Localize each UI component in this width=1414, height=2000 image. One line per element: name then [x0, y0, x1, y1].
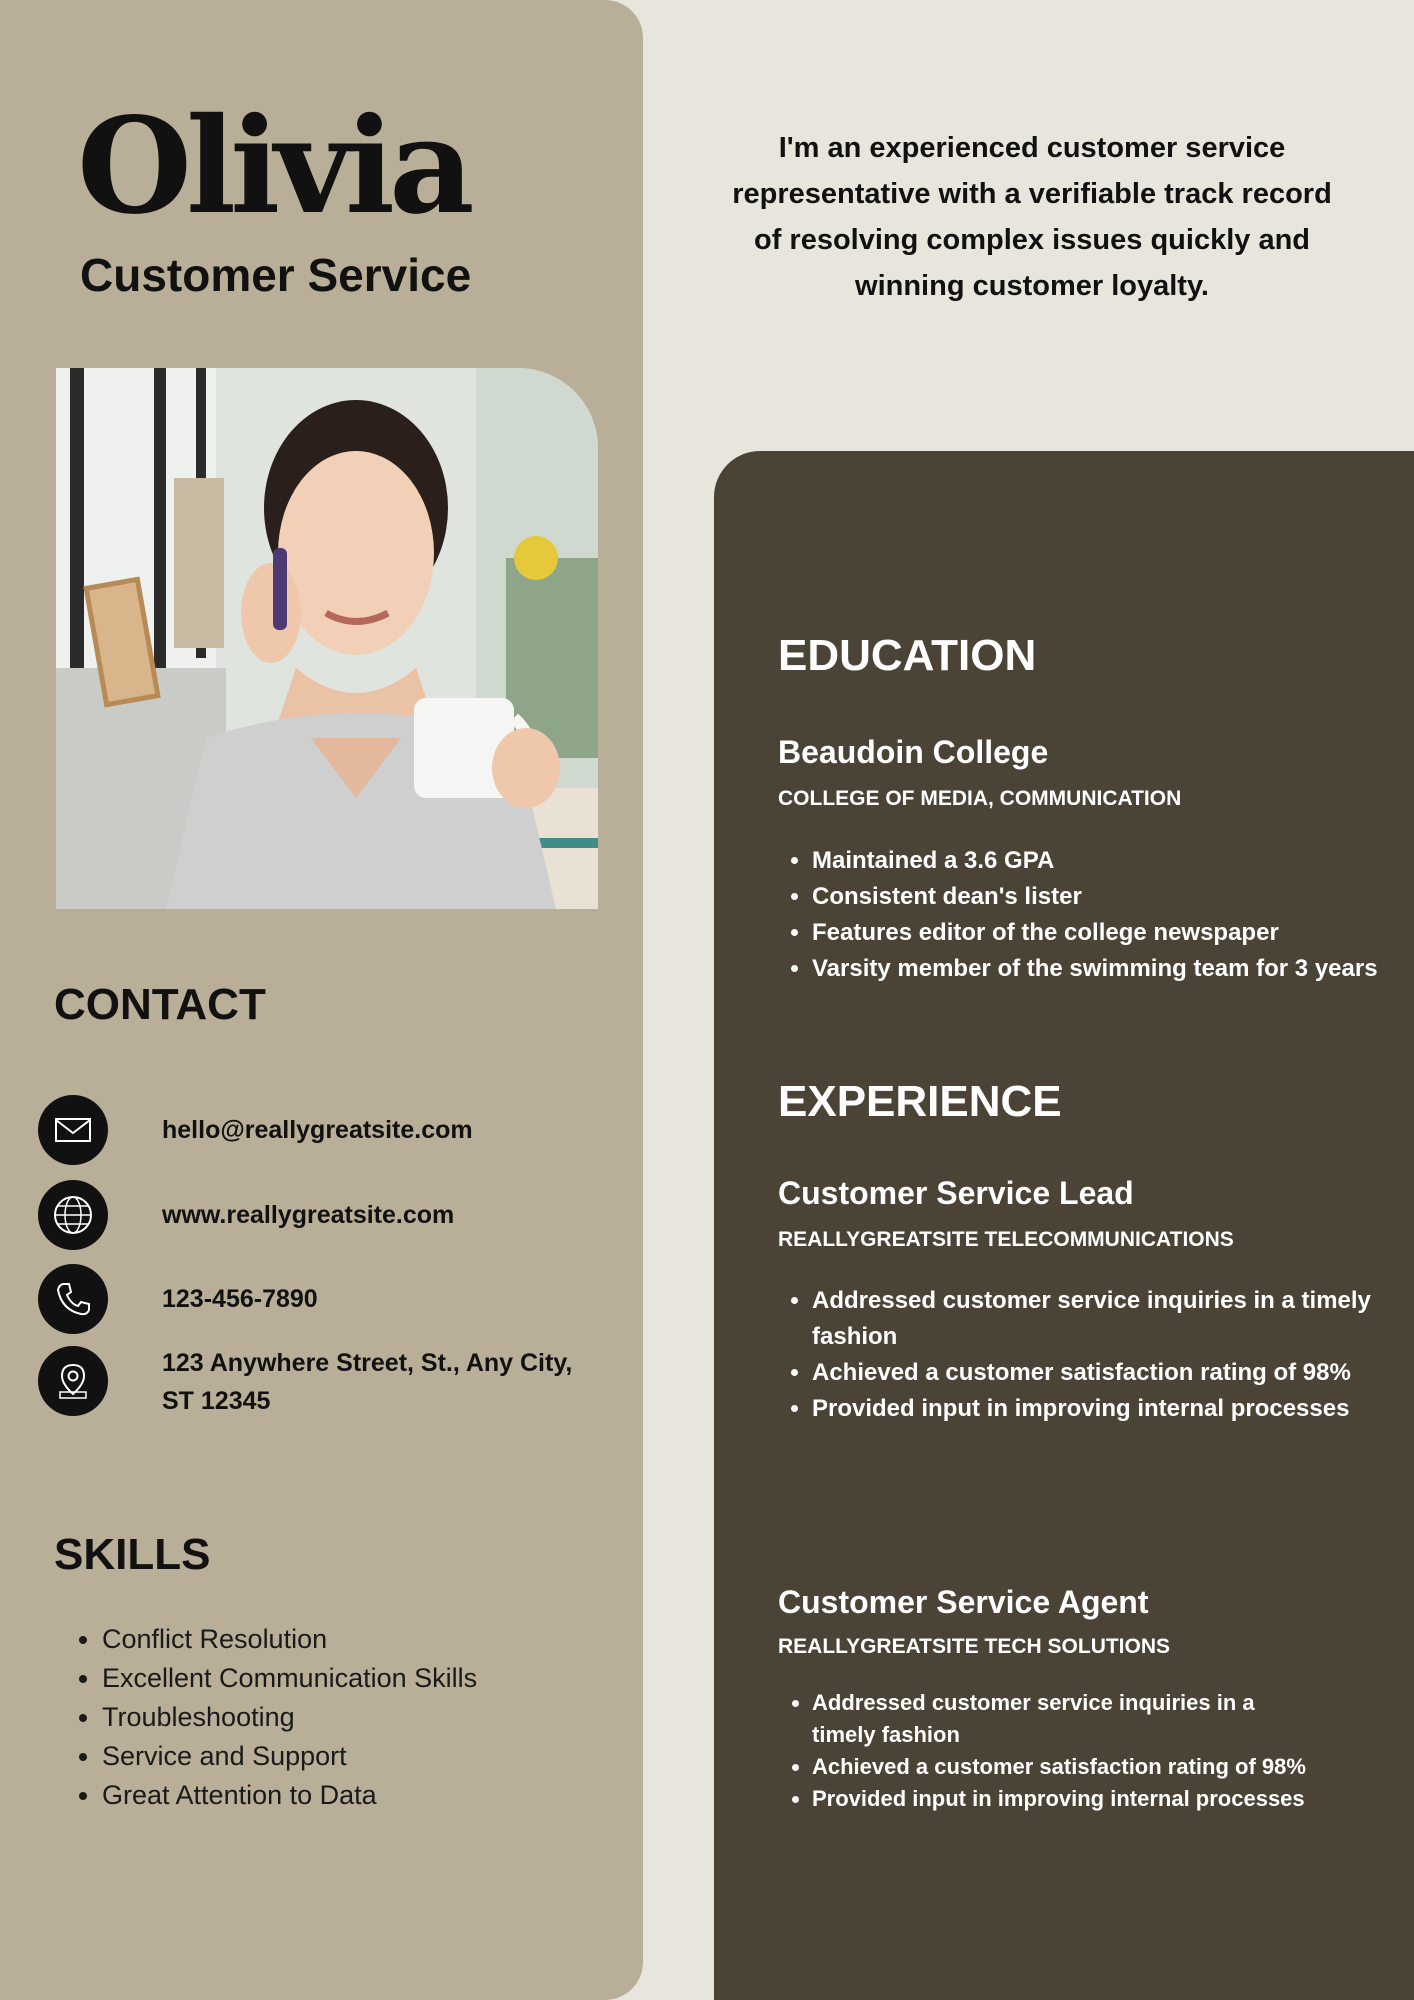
education-bullet: • Consistent dean's lister — [812, 879, 1382, 915]
skill-item: • Troubleshooting — [102, 1698, 477, 1737]
location-pin-icon — [38, 1346, 108, 1416]
job-bullet: • Provided input in improving internal processes — [812, 1783, 1312, 1815]
email-link[interactable]: hello@reallygreatsite.com — [162, 1116, 473, 1144]
job-bullet: • Achieved a customer satisfaction rating of 98% — [812, 1751, 1312, 1783]
candidate-name: Olivia — [77, 89, 469, 244]
experience-heading: EXPERIENCE — [778, 1077, 1062, 1126]
contact-email — [38, 1095, 598, 1167]
job-bullet: • Addressed customer service inquiries in a timely fashion — [812, 1283, 1382, 1355]
envelope-icon — [38, 1095, 108, 1165]
skill-item: • Conflict Resolution — [102, 1620, 477, 1659]
right-panel — [714, 451, 1414, 2000]
contact-heading: CONTACT — [54, 980, 266, 1029]
job-title: Customer Service Lead — [778, 1175, 1134, 1211]
website-link[interactable]: www.reallygreatsite.com — [162, 1201, 455, 1229]
job-bullet: • Addressed customer service inquiries in a timely fashion — [812, 1687, 1312, 1751]
job-company: REALLYGREATSITE TECH SOLUTIONS — [778, 1635, 1171, 1658]
school-name: Beaudoin College — [778, 734, 1049, 770]
job-bullets — [778, 1283, 1382, 1427]
phone-link[interactable]: 123-456-7890 — [162, 1285, 318, 1313]
phone-icon — [38, 1264, 108, 1334]
contact-address — [38, 1346, 598, 1426]
address-text: 123 Anywhere Street, St., Any City, ST 12345 — [162, 1349, 573, 1415]
job-company: REALLYGREATSITE TELECOMMUNICATIONS — [778, 1228, 1234, 1251]
school-department: COLLEGE OF MEDIA, COMMUNICATION — [778, 787, 1182, 810]
skill-item: • Service and Support — [102, 1737, 477, 1776]
contact-phone — [38, 1264, 598, 1336]
contact-website — [38, 1180, 598, 1252]
skills-list — [56, 1620, 477, 1815]
education-bullets — [778, 843, 1382, 987]
job-bullets — [778, 1687, 1312, 1815]
profile-photo — [56, 368, 598, 909]
left-panel — [0, 0, 643, 2000]
globe-icon — [38, 1180, 108, 1250]
job-bullet: • Provided input in improving internal processes — [812, 1391, 1382, 1427]
education-bullet: • Features editor of the college newspaper — [812, 915, 1382, 951]
skills-heading: SKILLS — [54, 1530, 211, 1579]
job-bullet: • Achieved a customer satisfaction rating of 98% — [812, 1355, 1382, 1391]
education-bullet: • Varsity member of the swimming team for 3 years — [812, 951, 1382, 987]
education-bullet: • Maintained a 3.6 GPA — [812, 843, 1382, 879]
job-role: Customer Service — [80, 249, 472, 301]
job-title: Customer Service Agent — [778, 1584, 1149, 1620]
skill-item: • Great Attention to Data — [102, 1776, 477, 1815]
education-heading: EDUCATION — [778, 631, 1037, 680]
skill-item: • Excellent Communication Skills — [102, 1659, 477, 1698]
profile-summary: I'm an experienced customer service representative with a verifiable track record of resolving complex issues quickly and winning customer loyalty. — [732, 132, 1332, 302]
